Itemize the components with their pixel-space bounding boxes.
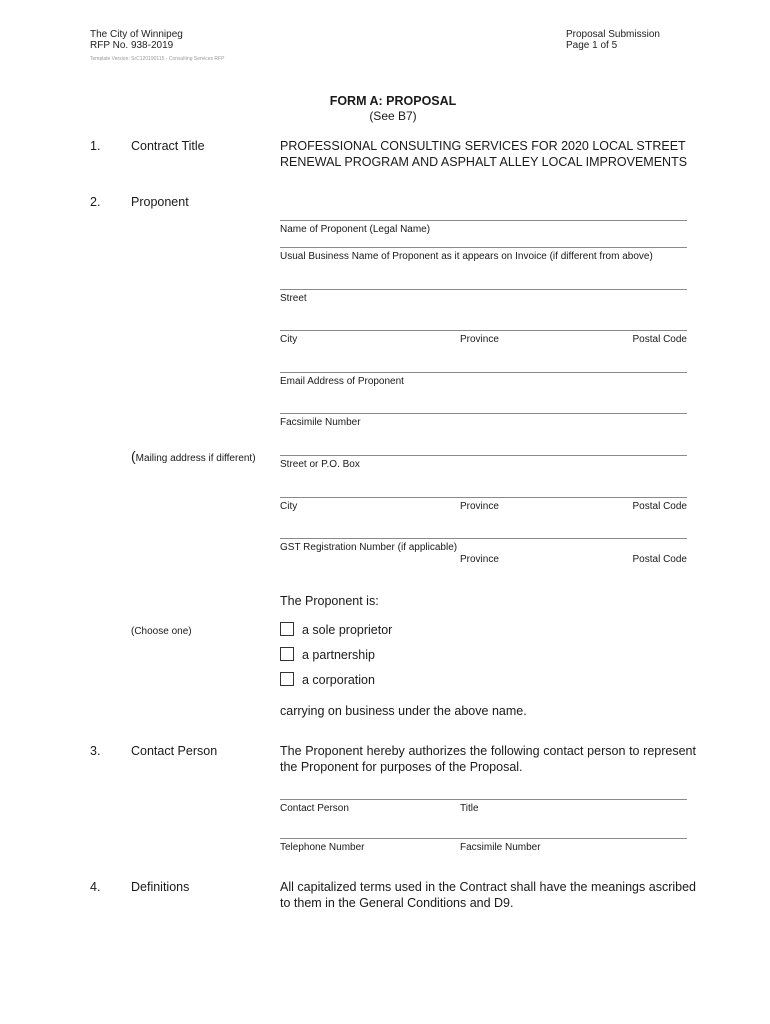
form-title: FORM A: PROPOSAL: [329, 94, 457, 108]
street-po-label: Street or P.O. Box: [280, 459, 360, 470]
postal-code-label: Postal Code: [632, 334, 687, 345]
section-3-number: 3.: [90, 744, 101, 758]
partnership-checkbox[interactable]: [280, 647, 294, 661]
email-line[interactable]: [280, 372, 687, 373]
corporation-checkbox[interactable]: [280, 672, 294, 686]
contact-fax-label: Facsimile Number: [460, 842, 541, 853]
telephone-label: Telephone Number: [280, 842, 365, 853]
street-po-line[interactable]: [280, 455, 687, 456]
section-3-label: Contact Person: [131, 744, 218, 758]
section-2-label: Proponent: [131, 195, 189, 209]
section-4-label: Definitions: [131, 880, 190, 894]
contract-title-line-1: PROFESSIONAL CONSULTING SERVICES FOR 2020 LOCAL STREET: [280, 139, 686, 153]
template-version: Template Version: SrC120190115 - Consulting Services RFP: [90, 56, 225, 62]
street-label: Street: [280, 293, 307, 304]
header-page-number: Page 1 of 5: [566, 40, 618, 51]
telephone-line[interactable]: [280, 838, 687, 839]
contact-title-label: Title: [460, 803, 479, 814]
city2-line[interactable]: [280, 497, 687, 498]
province-label: Province: [460, 334, 499, 345]
partnership-label: a partnership: [302, 648, 375, 662]
postal-code3-label: Postal Code: [632, 554, 687, 565]
gst-label: GST Registration Number (if applicable): [280, 542, 458, 553]
contact-authorization-text: The Proponent hereby authorizes the following contact person to represent the Proponent for purposes of the Proposal.: [280, 744, 696, 774]
definitions-text: All capitalized terms used in the Contract shall have the meanings ascribed to them in the General Conditions and D9.: [280, 880, 696, 910]
corporation-label: a corporation: [302, 673, 375, 687]
fax-line[interactable]: [280, 413, 687, 414]
contract-title-line-2: RENEWAL PROGRAM AND ASPHALT ALLEY LOCAL IMPROVEMENTS: [280, 155, 688, 169]
legal-name-label: Name of Proponent (Legal Name): [280, 224, 431, 235]
contact-person-label: Contact Person: [280, 803, 349, 814]
mailing-address-note: (Mailing address if different): [131, 448, 256, 464]
province3-label: Province: [460, 554, 499, 565]
business-name-line[interactable]: [280, 247, 687, 248]
street-line[interactable]: [280, 289, 687, 290]
legal-name-line[interactable]: [280, 220, 687, 221]
proponent-is-label: The Proponent is:: [280, 594, 379, 608]
header-rfp-number: RFP No. 938-2019: [90, 40, 174, 51]
province2-label: Province: [460, 501, 499, 512]
section-1-number: 1.: [90, 139, 101, 153]
contact-person-line[interactable]: [280, 799, 687, 800]
gst-line[interactable]: [280, 538, 687, 539]
business-name-label: Usual Business Name of Proponent as it appears on Invoice (if different from above): [280, 251, 653, 262]
email-label: Email Address of Proponent: [280, 376, 404, 387]
section-4-number: 4.: [90, 880, 101, 894]
sole-proprietor-checkbox[interactable]: [280, 622, 294, 636]
section-1-label: Contract Title: [131, 139, 205, 153]
city-label: City: [280, 334, 298, 345]
form-subtitle: (See B7): [369, 109, 417, 123]
carrying-on-text: carrying on business under the above name.: [280, 704, 527, 718]
fax-label: Facsimile Number: [280, 417, 361, 428]
city2-label: City: [280, 501, 298, 512]
header-org: The City of Winnipeg: [90, 29, 183, 40]
sole-proprietor-label: a sole proprietor: [302, 623, 393, 637]
choose-one-note: (Choose one): [131, 626, 192, 637]
postal-code2-label: Postal Code: [632, 501, 687, 512]
section-2-number: 2.: [90, 195, 101, 209]
header-doc-type: Proposal Submission: [566, 29, 660, 40]
city-line[interactable]: [280, 330, 687, 331]
